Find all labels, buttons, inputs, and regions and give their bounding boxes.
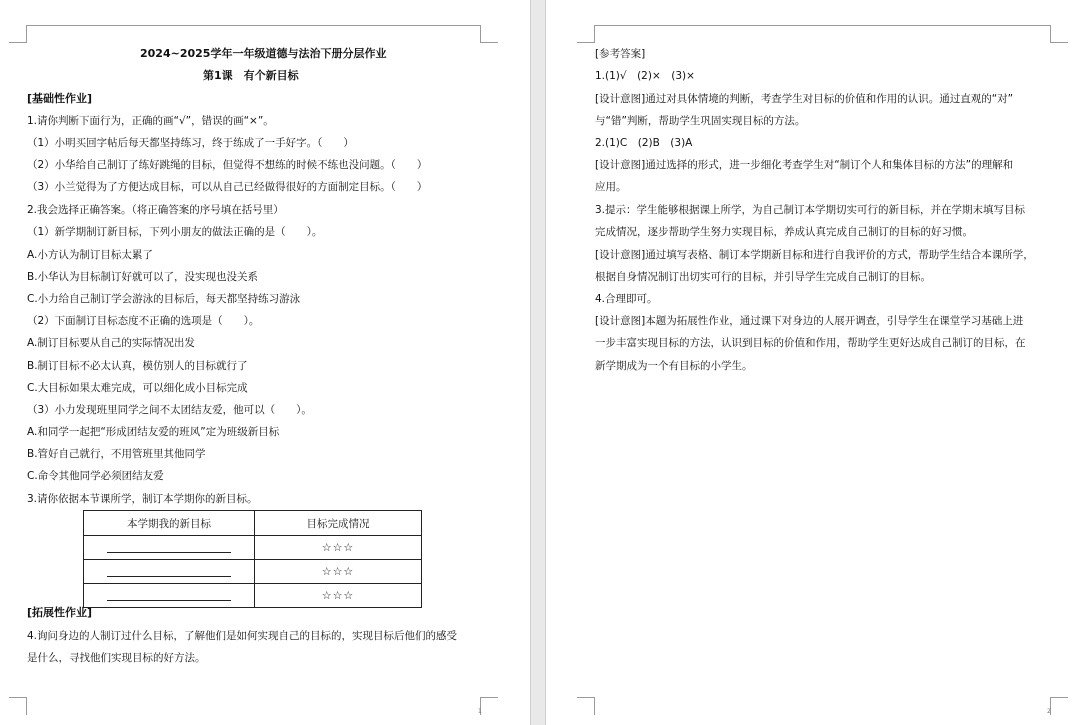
table-row [84, 560, 422, 584]
question-2: 2.我会选择正确答案。（将正确答案的序号填在括号里） [27, 204, 284, 216]
question-3: 3.请你依据本节课所学，制订本学期你的新目标。 [27, 493, 258, 505]
design-intent-2-line-1: [设计意图]通过选择的形式，进一步细化考查学生对“制订个人和集体目标的方法”的理解和 [595, 159, 1014, 171]
design-intent-4-line-2: 一步丰富实现目标的方法，认识到目标的价值和作用，帮助学生更好达成自己制订的目标，在 [595, 337, 1026, 349]
page-gutter [530, 0, 546, 725]
reference-answers-heading: [参考答案] [595, 48, 646, 60]
answer-3-line-1: 3.提示：学生能够根据课上所学，为自己制订本学期切实可行的新目标，并在学期末填写目标 [595, 204, 1026, 216]
page-2 [546, 0, 1080, 725]
table-header-status: 目标完成情况 [255, 511, 422, 536]
crop-mark-bottom-left [577, 697, 595, 715]
rating-stars-2[interactable]: ☆☆☆ [255, 560, 422, 584]
design-intent-1-line-2: 与“错”判断，帮助学生巩固实现目标的方法。 [595, 115, 806, 127]
crop-mark-top-right [480, 25, 498, 43]
table-header-goal: 本学期我的新目标 [84, 511, 255, 536]
section-extension-heading: [拓展性作业] [27, 606, 93, 619]
option-2-3-b: B.管好自己就行，不用管班里其他同学 [27, 448, 206, 460]
answer-1: 1.(1)√ (2)× (3)× [595, 70, 695, 82]
question-2-item-1: （1）新学期制订新目标，下列小朋友的做法正确的是（ ）。 [27, 226, 323, 238]
design-intent-3-line-2: 根据自身情况制订出切实可行的目标，并引导学生完成自己制订的目标。 [595, 271, 931, 283]
crop-mark-bottom-left [9, 697, 27, 715]
rating-stars-1[interactable]: ☆☆☆ [255, 536, 422, 560]
option-2-1-c: C.小力给自己制订学会游泳的目标后，每天都坚持练习游泳 [27, 293, 301, 305]
answer-2: 2.(1)C (2)B (3)A [595, 137, 693, 149]
question-4-line-1: 4.询问身边的人制订过什么目标，了解他们是如何实现自己的目标的，实现目标后他们的感受 [27, 630, 458, 642]
section-basic-heading: [基础性作业] [27, 92, 93, 105]
crop-mark-top-left [9, 25, 27, 43]
option-2-1-a: A.小方认为制订目标太累了 [27, 249, 153, 261]
goal-blank-2[interactable] [84, 560, 255, 584]
table-row [84, 584, 422, 608]
question-2-item-2: （2）下面制订目标态度不正确的选项是（ ）。 [27, 315, 260, 327]
question-1: 1.请你判断下面行为，正确的画“√”，错误的画“×”。 [27, 115, 274, 127]
question-1-item-1: （1）小明买回字帖后每天都坚持练习，终于练成了一手好字。（ ） [27, 137, 354, 149]
design-intent-3-line-1: [设计意图]通过填写表格、制订本学期新目标和进行自我评价的方式，帮助学生结合本课所学， [595, 249, 1034, 261]
option-2-2-c: C.大目标如果太难完成，可以细化成小目标完成 [27, 382, 248, 394]
table-row [84, 536, 422, 560]
option-2-2-b: B.制订目标不必太认真，模仿别人的目标就行了 [27, 360, 248, 372]
option-2-2-a: A.制订目标要从自己的实际情况出发 [27, 337, 195, 349]
page-number: 1 [478, 708, 482, 715]
header-rule [595, 25, 1050, 26]
design-intent-1-line-1: [设计意图]通过对具体情境的判断，考查学生对目标的价值和作用的认识。通过直观的“对” [595, 93, 1014, 105]
page-1 [0, 0, 530, 725]
worksheet-title: 2024~2025学年一年级道德与法治下册分层作业 [140, 47, 387, 60]
crop-mark-bottom-right [1050, 697, 1068, 715]
lesson-title: 第1课 有个新目标 [203, 69, 299, 82]
option-2-3-c: C.命令其他同学必须团结友爱 [27, 470, 164, 482]
crop-mark-top-left [577, 25, 595, 43]
goal-blank-1[interactable] [84, 536, 255, 560]
option-2-1-b: B.小华认为目标制订好就可以了，没实现也没关系 [27, 271, 259, 283]
question-2-item-3: （3）小力发现班里同学之间不太团结友爱，他可以（ ）。 [27, 404, 312, 416]
option-2-3-a: A.和同学一起把“形成团结友爱的班风”定为班级新目标 [27, 426, 280, 438]
page-number: 2 [1047, 708, 1051, 715]
goal-blank-3[interactable] [84, 584, 255, 608]
rating-stars-3[interactable]: ☆☆☆ [255, 584, 422, 608]
design-intent-4-line-3: 新学期成为一个有目标的小学生。 [595, 360, 753, 372]
answer-3-line-2: 完成情况，逐步帮助学生努力实现目标，养成认真完成自己制订的目标的好习惯。 [595, 226, 973, 238]
goal-table [83, 510, 422, 608]
answer-4: 4.合理即可。 [595, 293, 658, 305]
question-1-item-2: （2）小华给自己制订了练好跳绳的目标，但觉得不想练的时候不练也没问题。（ ） [27, 159, 428, 171]
header-rule [27, 25, 480, 26]
design-intent-4-line-1: [设计意图]本题为拓展性作业，通过课下对身边的人展开调查，引导学生在课堂学习基础上进 [595, 315, 1024, 327]
crop-mark-top-right [1050, 25, 1068, 43]
design-intent-2-line-2: 应用。 [595, 181, 627, 193]
question-4-line-2: 是什么，寻找他们实现目标的好方法。 [27, 652, 206, 664]
crop-mark-bottom-right [480, 697, 498, 715]
question-1-item-3: （3）小兰觉得为了方便达成目标，可以从自己已经做得很好的方面制定目标。（ ） [27, 181, 428, 193]
